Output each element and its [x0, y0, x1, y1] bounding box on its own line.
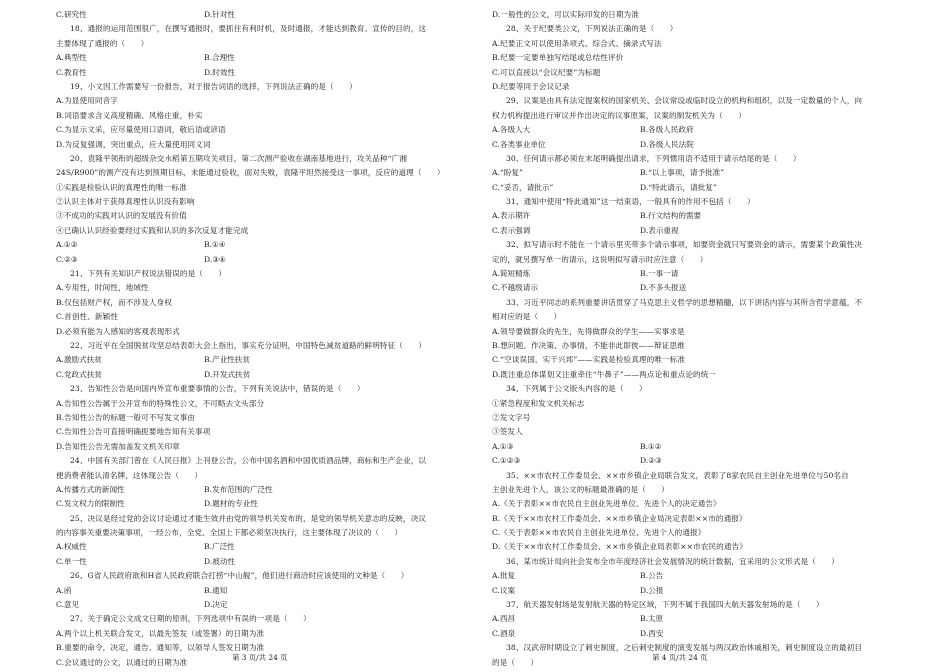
- question-line: 20、袁隆平领衔的超级杂交水稻第五期攻关项目，第二次测产验收在湖南基地进行，攻关品种“广湘: [70, 153, 407, 163]
- question-line: 33、习近平同志的系列重要讲话贯穿了马克思主义哲学的思想精髓，以下讲话内容与其所含哲学意蕴，不: [506, 297, 863, 307]
- option-row: [492, 209, 892, 223]
- question-line: 21、下列有关知识产权说法错误的是（ ）: [70, 269, 227, 279]
- option-text: D.决定: [204, 600, 228, 610]
- text-line: D.《关于××市农村工作委员会、××市乡镇企业局表彰××市农民的通告》: [492, 542, 747, 552]
- option-text: D.公报: [640, 585, 664, 595]
- option-text: B.广泛性: [204, 542, 235, 552]
- option-text: C.教育性: [56, 67, 87, 77]
- option-row: [492, 612, 892, 626]
- option-text: A.各级人大: [492, 125, 531, 135]
- option-row: [56, 253, 451, 267]
- option-text: D.②③: [640, 456, 662, 466]
- option-row: [56, 8, 451, 22]
- text-line: 主要体现了通报的（ ）: [56, 38, 149, 48]
- text-line: 权力机构提出进行审议并作出决定的议事原案，议案的制发机关为（ ）: [492, 110, 746, 120]
- text-line: B.想问题、作决策、办事情，不能非此即彼——辩证思维: [492, 340, 685, 350]
- option-text: C.党政式扶贫: [56, 369, 102, 379]
- option-text: C.表示强调: [492, 225, 531, 235]
- option-row: [492, 281, 892, 295]
- option-text: B.“以上事项，请予批准”: [640, 168, 725, 178]
- option-text: C.不越级请示: [492, 283, 538, 293]
- text-line: D.为反复强调，突出重点，应大量使用同义词: [56, 139, 211, 149]
- question-line: 36、某市统计局向社会发布全市年度经济社会发展情况的统计数据，宜采用的公文形式是（ ）: [506, 556, 839, 566]
- option-row: [492, 138, 892, 152]
- option-text: B.公告: [640, 571, 664, 581]
- text-line: C.可以直接以“会议纪要”为标题: [492, 67, 601, 77]
- question-line: 38、汉武帝时期设立了刺史制度，之后刺史制度的演变发展与两汉政治休戚相关，刺史制度设立的最初目: [506, 643, 863, 653]
- option-text: D.“特此请示，请批复”: [640, 182, 717, 192]
- option-text: C.②③: [56, 254, 78, 264]
- option-text: A.激励式扶贫: [56, 355, 102, 365]
- text-line: D.告知性公告无需加盖发文机关印章: [56, 441, 180, 451]
- option-row: [56, 51, 451, 65]
- option-text: C.议案: [492, 585, 516, 595]
- text-line: D.一般性的公文，可以实际印发的日期为准: [492, 10, 639, 19]
- text-line: 的内容事关重要决策事项，一经公布，全党、全国上下都必须坚决执行，这主要体现了决议的（ ）: [56, 528, 403, 538]
- option-text: C.意见: [56, 600, 80, 610]
- option-text: D.被动性: [204, 556, 236, 566]
- text-line: 主创业先进个人，该公文的标题最准确的是（ ）: [492, 484, 669, 494]
- text-line: ②发文字号: [492, 412, 531, 422]
- text-line: A.纪要正文可以使用条项式、综合式、摘录式写法: [492, 38, 662, 48]
- option-row: [56, 555, 451, 569]
- option-row: [56, 540, 451, 554]
- text-line: 便消费者能认清名牌，这体现公告（ ）: [56, 470, 203, 480]
- option-text: A.传播方式的新闻性: [56, 484, 125, 494]
- option-text: B.发布范围的广泛性: [204, 484, 273, 494]
- option-text: D.不多头报送: [640, 283, 687, 293]
- option-text: A.“盼复”: [492, 168, 523, 178]
- text-line: B.纪要一定要单独写结尾或总结性评价: [492, 53, 624, 63]
- option-text: D.表示重视: [640, 225, 679, 235]
- question-line: 29、议案是由具有法定提案权的国家机关、会议常设或临时设立的机构和组织，以及一定数量的个人，向: [506, 96, 863, 106]
- option-text: D.时效性: [204, 67, 236, 77]
- option-text: D.西安: [640, 628, 664, 638]
- text-line: B.仅包括财产权，而不涉及人身权: [56, 297, 172, 307]
- text-line: 相对应的是（ ）: [492, 312, 562, 322]
- option-row: [492, 440, 892, 454]
- text-line: 的是（ ）: [492, 657, 539, 667]
- text-line: D.必须有能为人感知的客观表现形式: [56, 326, 180, 336]
- question-line: 30、任何请示都必须在末尾明确提出请求，下列惯用语不适用于请示结尾的是（ ）: [506, 153, 801, 163]
- option-text: B.太原: [640, 614, 664, 624]
- option-row: [492, 123, 892, 137]
- text-line: A.《关于表彰××市农民自主创业先进单位、先进个人的决定通告》: [492, 499, 721, 509]
- option-row: [492, 181, 892, 195]
- text-line: 定的，就另撰写单一的请示，这说明拟写请示时应注意（ ）: [492, 254, 708, 264]
- text-line: A.为显使用同音字: [56, 96, 118, 106]
- option-text: C.研究性: [56, 10, 87, 19]
- option-text: C.发文权力的限制性: [56, 499, 125, 509]
- text-line: B.词语要求含义高度精确、风格庄重，朴实: [56, 110, 203, 120]
- question-line: 34、下列属于公文版头内容的是（ ）: [506, 384, 647, 394]
- option-row: [56, 497, 451, 511]
- text-line: A.专用性，时间性，地域性: [56, 283, 149, 293]
- question-line: 31、通知中使用“特此通知”这一结束语，一般具有的作用不包括（ ）: [506, 197, 755, 207]
- option-row: [56, 368, 451, 382]
- option-text: C.①②③: [492, 456, 521, 466]
- option-text: C.各类事业单位: [492, 139, 546, 149]
- option-row: [56, 238, 451, 252]
- option-row: [492, 569, 892, 583]
- text-line: A.领导要做群众的先生，先得做群众的学生——实事求是: [492, 326, 685, 336]
- text-line: D.纪要等同于会议记录: [492, 81, 570, 91]
- page-number-left: 第 3 页/共 24 页: [232, 653, 288, 662]
- option-text: A.批复: [492, 571, 516, 581]
- option-row: [56, 66, 451, 80]
- option-text: A.①③: [492, 441, 514, 451]
- question-line: 26、G省人民政府欲和H省人民政府联合打捞“中山舰”，他们进行商洽时应该使用的文种是（ ）: [70, 571, 409, 581]
- question-line: 19、小文因工作需要写一份报告，对于报告词语的选择，下列说法正确的是（ ）: [70, 81, 357, 91]
- question-line: 27、关于确定公文成文日期的原则，下列选项中有误的一项是（ ）: [70, 614, 311, 624]
- option-text: D.各级人民法院: [640, 139, 694, 149]
- option-text: C.单一性: [56, 556, 87, 566]
- text-line: B.重要的命令，决定，通告、通知等，以领导人签发日期为准: [56, 643, 265, 653]
- text-line: ④已确认认识经验要经过实践和认识的多次反复才能完成: [56, 225, 249, 235]
- text-line: A.告知性公告属于公开宣布的特殊性公文，不可略去文头部分: [56, 398, 265, 408]
- option-row: [56, 598, 451, 612]
- question-line: 28、关于纪要类公文，下列说法正确的是（ ）: [506, 24, 678, 34]
- question-line: 25、决议是经过党的会议讨论通过才能生效并由党的领导机关发布的，是党的领导机关意志的反映，决议: [70, 513, 427, 523]
- text-line: C.会议通过的公文，以通过的日期为准: [56, 657, 188, 667]
- option-row: [492, 267, 892, 281]
- option-text: D.开发式扶贫: [204, 369, 251, 379]
- option-row: [56, 483, 451, 497]
- option-text: A.表示期许: [492, 211, 531, 221]
- question-line: 22、习近平在全国脱贫攻坚总结表彰大会上指出，事实充分证明，中国特色减贫道路的鲜明特征（ ）: [70, 340, 427, 350]
- option-text: B.通知: [204, 585, 228, 595]
- option-row: [492, 166, 892, 180]
- option-text: D.题材的专业性: [204, 499, 258, 509]
- text-line: C.《关于表彰××市农民自主创业先进单位、先进个人的通报》: [492, 528, 706, 538]
- right-page-column: [492, 8, 892, 670]
- option-text: B.各级人民政府: [640, 125, 694, 135]
- text-line: ③不成功的实践对认识的发展没有价值: [56, 211, 187, 221]
- text-line: ①紧急程度和发文机关标志: [492, 398, 585, 408]
- option-text: A.西昌: [492, 614, 516, 624]
- text-line: ③签发人: [492, 427, 523, 437]
- option-text: A.典型性: [56, 53, 87, 63]
- left-page-column: [56, 8, 451, 670]
- option-text: A.简短精炼: [492, 269, 531, 279]
- option-row: [56, 584, 451, 598]
- option-text: A.①②: [56, 240, 78, 250]
- page-number-right: 第 4 页/共 24 页: [652, 653, 708, 662]
- question-line: 23、告知性公告是向国内外宣布重要事情的公告，下列有关说法中，错误的是（ ）: [70, 384, 365, 394]
- text-line: ②认识主体对于获得真理性认识没有影响: [56, 197, 195, 207]
- option-text: B.合理性: [204, 53, 235, 63]
- option-text: B.①②: [640, 441, 662, 451]
- text-line: B.告知性公告的标题一般可不写发文事由: [56, 412, 195, 422]
- option-row: [56, 353, 451, 367]
- option-text: A.权威性: [56, 542, 87, 552]
- question-line: 18、通报的运用范围很广，在撰写通报时，要抓住有利时机，及时通报，才能达到教育、宣传的目的，这: [70, 24, 427, 34]
- option-row: [492, 627, 892, 641]
- option-text: C.“妥否，请批示”: [492, 182, 554, 192]
- text-line: C.为显示文采，应尽量使用口语词，敬后语或谚语: [56, 125, 226, 135]
- text-line: A.两个以上机关联合发文，以最先签发（或签署）的日期为准: [56, 628, 265, 638]
- question-line: 37、航天器发射场是发射航天器的特定区域，下列不属于我国四大航天器发射场的是（ ）: [506, 600, 824, 610]
- option-row: [492, 454, 892, 468]
- text-line: 24S/R900”的测产没有达到预期目标，未能通过验收，面对失败，袁隆平坦然接受这一事项，反应的道理（ ）: [56, 168, 445, 178]
- text-line: C.首创性、新颖性: [56, 312, 119, 322]
- option-text: D.③④: [204, 254, 226, 264]
- option-text: B.一事一请: [640, 269, 679, 279]
- text-line: ①实践是检验认识的真理性的唯一标准: [56, 182, 187, 192]
- option-text: C.酒泉: [492, 628, 516, 638]
- question-line: 24、中国有关部门曾在《人民日报》上刊登公告，公布中国名酒和中国优质酒品牌，商标和生产企业，以: [70, 456, 427, 466]
- question-line: 32、拟写请示时不能在一个请示里夹带多个请示事项，如要资金就只写要资金的请示，需要某个政策性决: [506, 240, 863, 250]
- text-line: C.告知性公告可直接明确扼要地告知有关事项: [56, 427, 211, 437]
- option-text: D.针对性: [204, 10, 236, 19]
- option-row: [492, 224, 892, 238]
- option-text: B.行文结构的需要: [640, 211, 702, 221]
- text-line: C.“空谈误国，实干兴邦”——实践是检验真理的唯一标准: [492, 355, 686, 365]
- option-row: [492, 584, 892, 598]
- text-line: B.《关于××市农村工作委员会、××市乡镇企业局决定表彰××市的通报》: [492, 513, 747, 523]
- option-text: B.产业性扶贫: [204, 355, 250, 365]
- option-text: B.①④: [204, 240, 226, 250]
- text-line: D.既注重总体谋划又注重牵住“牛鼻子”——两点论和重点论的统一: [492, 369, 717, 379]
- question-line: 35、××市农村工作委员会、××市乡镇企业局联合发文，表彰了8家农民自主创业先进单位与50名自: [506, 470, 849, 480]
- option-text: A.函: [56, 585, 72, 595]
